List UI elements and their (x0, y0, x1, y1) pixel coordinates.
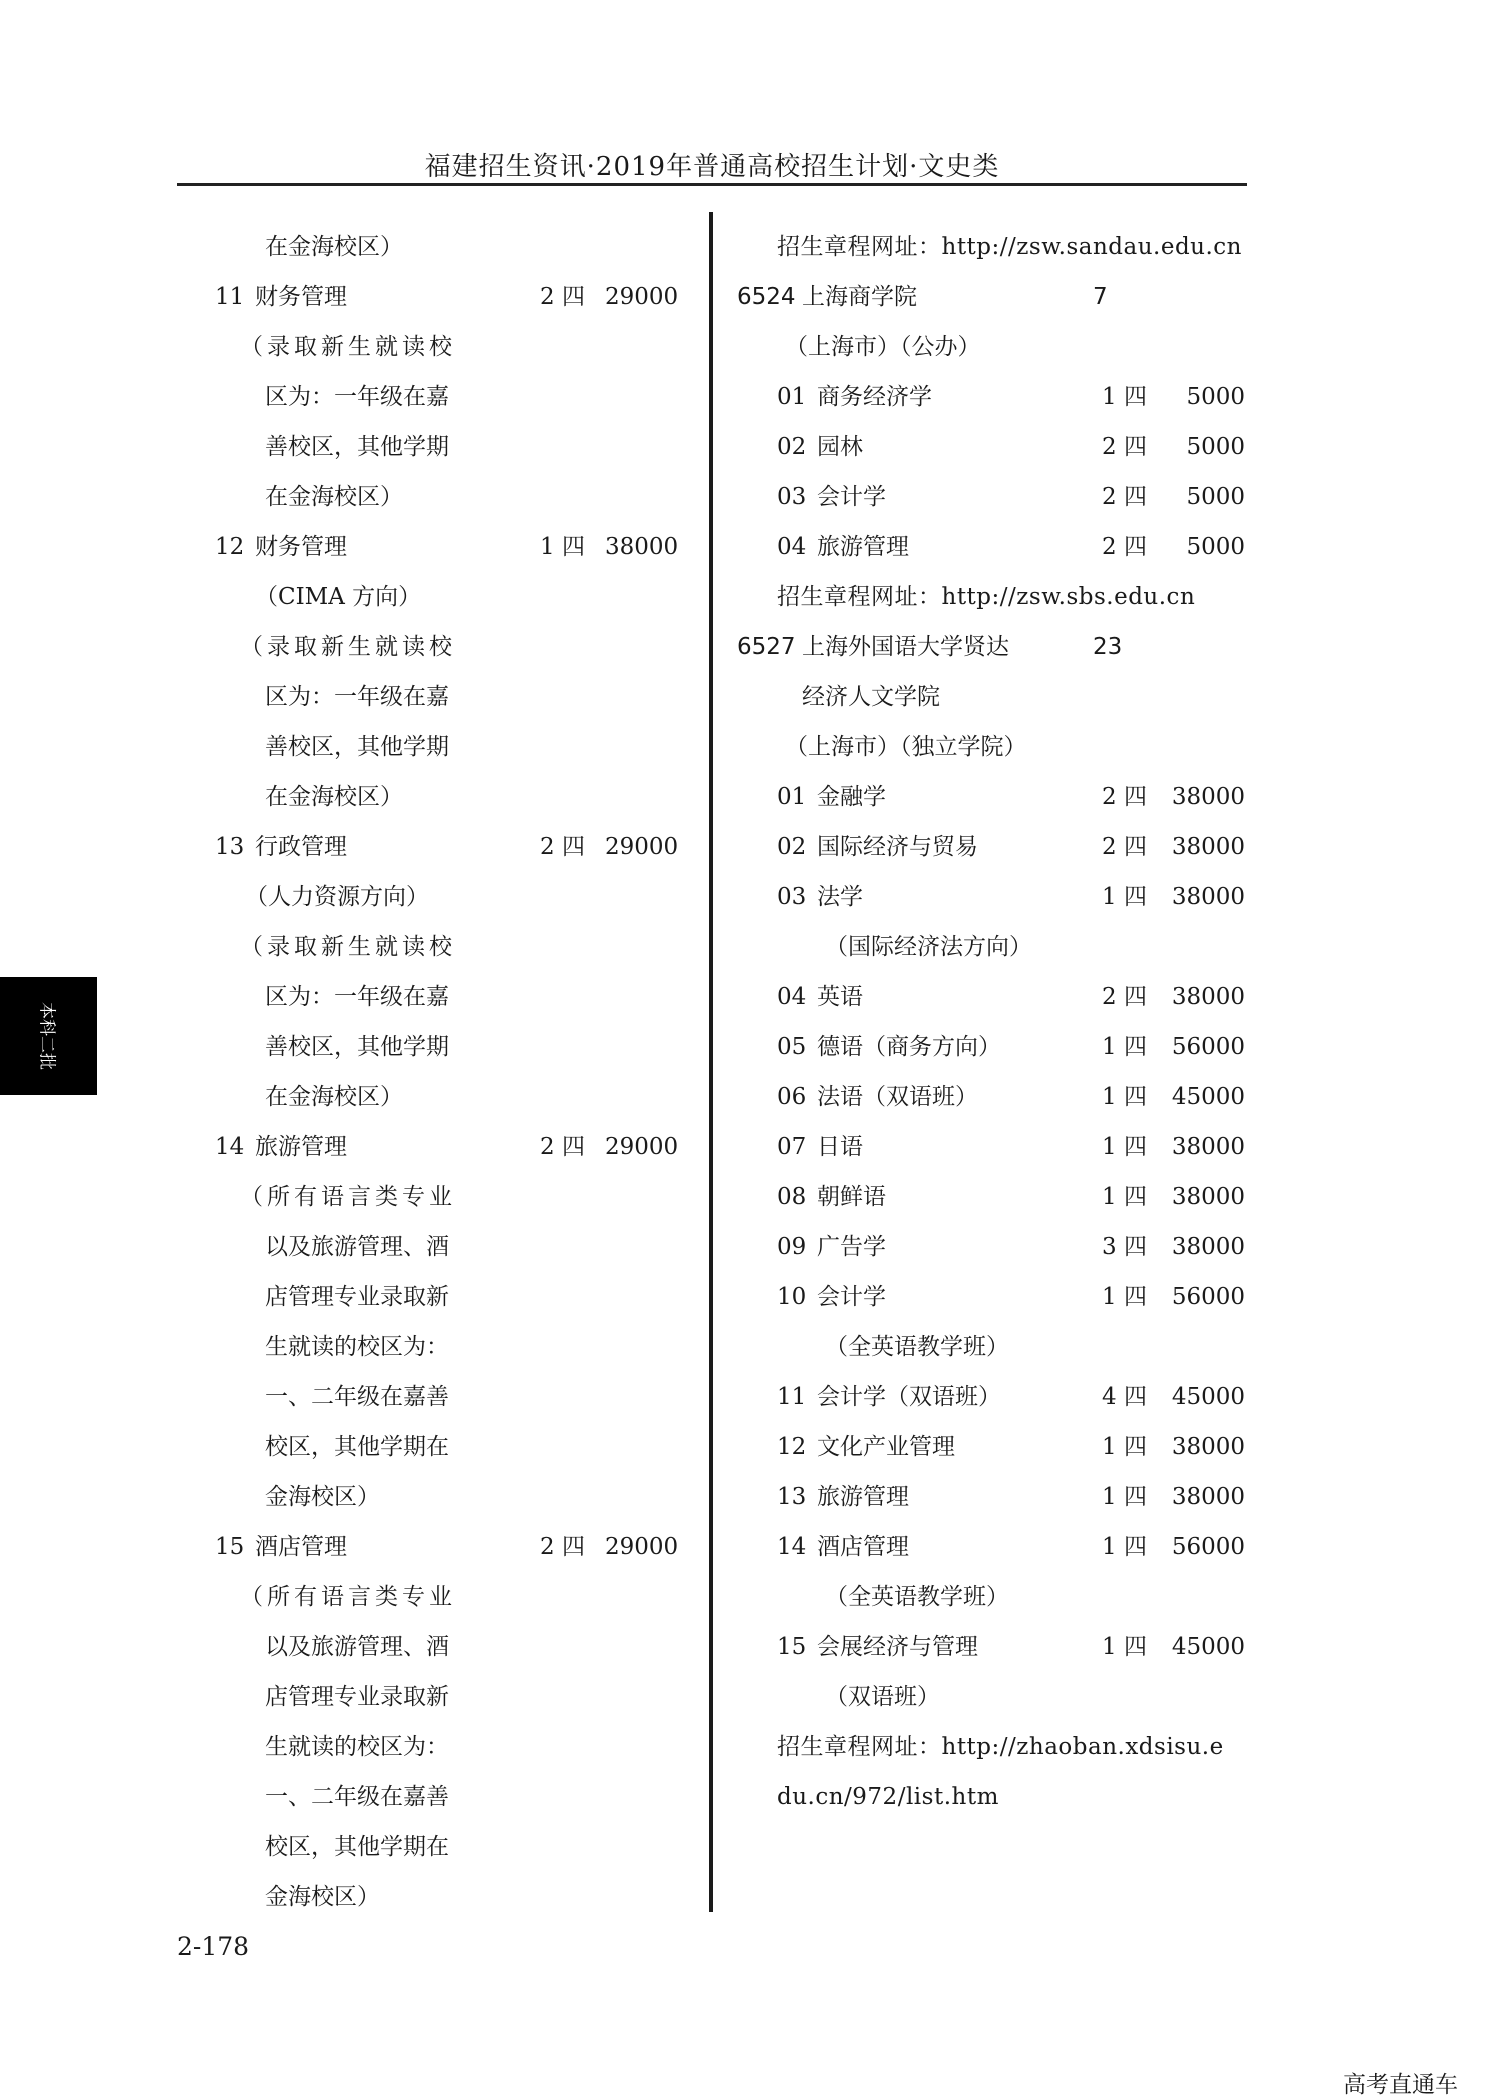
note-line: 区为：一年级在嘉 (265, 684, 449, 710)
major-name: 财务管理 (255, 284, 347, 310)
major-number: 12 (777, 1434, 807, 1460)
major-row (737, 1272, 1257, 1322)
admission-url: 招生章程网址：http://zhaoban.xdsisu.e (777, 1734, 1224, 1760)
tuition-fee: 5000 (1186, 434, 1245, 460)
major-number: 11 (777, 1384, 807, 1410)
note-line: 区为：一年级在嘉 (265, 984, 449, 1010)
tuition-fee: 38000 (1171, 1184, 1245, 1210)
note-line: 生就读的校区为： (265, 1734, 449, 1760)
quota-and-duration: 1 四 (1102, 1184, 1147, 1210)
quota-and-duration: 2 四 (1102, 984, 1147, 1010)
major-number: 06 (777, 1084, 807, 1110)
major-name: 财务管理 (255, 534, 347, 560)
tuition-fee: 38000 (1171, 1434, 1245, 1460)
major-number: 02 (777, 434, 807, 460)
note-line: （人力资源方向） (245, 884, 429, 910)
tuition-fee: 38000 (1171, 784, 1245, 810)
note-line: 在金海校区） (265, 484, 403, 510)
major-number: 07 (777, 1134, 807, 1160)
tuition-fee: 56000 (1171, 1284, 1245, 1310)
note-line: （所有语言类专业 (240, 1584, 456, 1610)
major-number: 03 (777, 484, 807, 510)
quota-and-duration: 2 四 (1102, 784, 1147, 810)
quota-and-duration: 4 四 (1102, 1384, 1147, 1410)
major-name: 会计学（双语班） (817, 1384, 1001, 1410)
major-number: 01 (777, 784, 807, 810)
note-line: 以及旅游管理、酒 (265, 1234, 449, 1260)
note-line: 善校区，其他学期 (265, 434, 449, 460)
quota-and-duration: 1 四 (1102, 1284, 1147, 1310)
watermark: 高考直通车 (1343, 2072, 1458, 2098)
school-location: （上海市）（独立学院） (785, 734, 1027, 760)
major-name: 旅游管理 (817, 534, 909, 560)
running-header: 福建招生资讯·2019年普通高校招生计划·文史类 (424, 152, 1000, 182)
major-number: 08 (777, 1184, 807, 1210)
major-number: 12 (215, 534, 245, 560)
major-name: 金融学 (817, 784, 886, 810)
major-name: 广告学 (817, 1234, 886, 1260)
major-row (737, 1022, 1257, 1072)
note-line: 以及旅游管理、酒 (265, 1634, 449, 1660)
tuition-fee: 45000 (1171, 1084, 1245, 1110)
major-number: 13 (215, 834, 245, 860)
tuition-fee: 38000 (1171, 1234, 1245, 1260)
major-number: 15 (215, 1534, 245, 1560)
note-line: 在金海校区） (265, 1084, 403, 1110)
side-tab-label: 本科二批 (36, 1002, 56, 1070)
major-name: 文化产业管理 (817, 1434, 955, 1460)
note-line: 在金海校区） (265, 784, 403, 810)
major-name: 德语（商务方向） (817, 1034, 1001, 1060)
tuition-fee: 38000 (1171, 1484, 1245, 1510)
major-row (737, 522, 1257, 572)
major-row (215, 1522, 685, 1572)
note-line: 区为：一年级在嘉 (265, 384, 449, 410)
major-name: 会展经济与管理 (817, 1634, 978, 1660)
admission-url-cont: du.cn/972/list.htm (777, 1784, 999, 1810)
major-row (737, 1372, 1257, 1422)
quota-and-duration: 2 四 (1102, 534, 1147, 560)
note-line: 生就读的校区为： (265, 1334, 449, 1360)
major-name: 国际经济与贸易 (817, 834, 978, 860)
school-quota: 7 (1093, 284, 1108, 310)
major-row (215, 822, 685, 872)
major-name: 英语 (817, 984, 863, 1010)
major-number: 04 (777, 984, 807, 1010)
left-column (215, 222, 685, 1922)
major-row (737, 972, 1257, 1022)
tuition-fee: 45000 (1171, 1634, 1245, 1660)
school-name-cont: 经济人文学院 (802, 684, 940, 710)
major-name: 行政管理 (255, 834, 347, 860)
major-row (215, 1122, 685, 1172)
school-location: （上海市）（公办） (785, 334, 981, 360)
major-name: 会计学 (817, 1284, 886, 1310)
admission-url: 招生章程网址：http://zsw.sbs.edu.cn (777, 584, 1196, 610)
major-name: 旅游管理 (255, 1134, 347, 1160)
admission-url: 招生章程网址：http://zsw.sandau.edu.cn (777, 234, 1242, 260)
major-row (737, 472, 1257, 522)
major-number: 04 (777, 534, 807, 560)
major-name: 商务经济学 (817, 384, 932, 410)
note-line: 一、二年级在嘉善 (265, 1784, 449, 1810)
note-line: 店管理专业录取新 (265, 1684, 449, 1710)
quota-and-duration: 2 四 (1102, 834, 1147, 860)
tuition-fee: 38000 (1171, 1134, 1245, 1160)
major-row (737, 1122, 1257, 1172)
major-row (737, 1072, 1257, 1122)
major-name: 园林 (817, 434, 863, 460)
tuition-fee: 29000 (605, 284, 679, 310)
tuition-fee: 38000 (605, 534, 679, 560)
tuition-fee: 5000 (1186, 384, 1245, 410)
major-number: 11 (215, 284, 245, 310)
quota-and-duration: 2 四 (540, 834, 585, 860)
quota-and-duration: 3 四 (1102, 1234, 1147, 1260)
note-line: 在金海校区） (265, 234, 403, 260)
quota-and-duration: 1 四 (1102, 1434, 1147, 1460)
quota-and-duration: 1 四 (1102, 1034, 1147, 1060)
note-line: （CIMA 方向） (255, 584, 422, 610)
major-row (737, 1222, 1257, 1272)
section-side-tab (0, 977, 97, 1095)
tuition-fee: 38000 (1171, 884, 1245, 910)
quota-and-duration: 1 四 (1102, 384, 1147, 410)
major-row (737, 1522, 1257, 1572)
column-divider (709, 212, 713, 1912)
major-row (215, 522, 685, 572)
major-number: 01 (777, 384, 807, 410)
page-number: 2-178 (177, 1932, 250, 1961)
school-row (737, 622, 1257, 672)
quota-and-duration: 2 四 (1102, 434, 1147, 460)
major-row (737, 872, 1257, 922)
major-number: 09 (777, 1234, 807, 1260)
major-row (737, 772, 1257, 822)
quota-and-duration: 1 四 (1102, 1634, 1147, 1660)
tuition-fee: 56000 (1171, 1534, 1245, 1560)
major-number: 14 (215, 1134, 245, 1160)
major-name: 旅游管理 (817, 1484, 909, 1510)
note-line: （录取新生就读校 (240, 934, 456, 960)
major-name: 酒店管理 (255, 1534, 347, 1560)
note-line: （国际经济法方向） (825, 934, 1032, 960)
note-line: 校区，其他学期在 (265, 1834, 449, 1860)
tuition-fee: 29000 (605, 1134, 679, 1160)
major-row (737, 1172, 1257, 1222)
major-name: 日语 (817, 1134, 863, 1160)
quota-and-duration: 1 四 (1102, 884, 1147, 910)
quota-and-duration: 2 四 (540, 284, 585, 310)
quota-and-duration: 1 四 (1102, 1084, 1147, 1110)
tuition-fee: 5000 (1186, 484, 1245, 510)
header-rule (177, 183, 1247, 186)
major-row (737, 372, 1257, 422)
major-number: 03 (777, 884, 807, 910)
major-row (737, 1472, 1257, 1522)
major-number: 14 (777, 1534, 807, 1560)
note-line: 金海校区） (265, 1884, 380, 1910)
note-line: 善校区，其他学期 (265, 1034, 449, 1060)
major-row (215, 272, 685, 322)
major-number: 05 (777, 1034, 807, 1060)
note-line: 金海校区） (265, 1484, 380, 1510)
school-name: 上海外国语大学贤达 (802, 634, 1009, 660)
note-line: 善校区，其他学期 (265, 734, 449, 760)
quota-and-duration: 1 四 (1102, 1134, 1147, 1160)
note-line: 校区，其他学期在 (265, 1434, 449, 1460)
quota-and-duration: 2 四 (1102, 484, 1147, 510)
tuition-fee: 29000 (605, 834, 679, 860)
right-column (737, 222, 1257, 1822)
note-line: （全英语教学班） (825, 1584, 1009, 1610)
note-line: （双语班） (825, 1684, 940, 1710)
note-line: （录取新生就读校 (240, 334, 456, 360)
major-row (737, 822, 1257, 872)
tuition-fee: 45000 (1171, 1384, 1245, 1410)
major-number: 02 (777, 834, 807, 860)
major-row (737, 422, 1257, 472)
quota-and-duration: 1 四 (1102, 1484, 1147, 1510)
tuition-fee: 5000 (1186, 534, 1245, 560)
quota-and-duration: 1 四 (1102, 1534, 1147, 1560)
note-line: 店管理专业录取新 (265, 1284, 449, 1310)
note-line: （录取新生就读校 (240, 634, 456, 660)
quota-and-duration: 2 四 (540, 1134, 585, 1160)
major-row (737, 1622, 1257, 1672)
school-row (737, 272, 1257, 322)
note-line: （所有语言类专业 (240, 1184, 456, 1210)
major-number: 13 (777, 1484, 807, 1510)
tuition-fee: 29000 (605, 1534, 679, 1560)
major-number: 10 (777, 1284, 807, 1310)
tuition-fee: 38000 (1171, 834, 1245, 860)
major-row (737, 1422, 1257, 1472)
major-name: 法语（双语班） (817, 1084, 978, 1110)
major-number: 15 (777, 1634, 807, 1660)
quota-and-duration: 2 四 (540, 1534, 585, 1560)
major-name: 酒店管理 (817, 1534, 909, 1560)
major-name: 法学 (817, 884, 863, 910)
tuition-fee: 38000 (1171, 984, 1245, 1010)
tuition-fee: 56000 (1171, 1034, 1245, 1060)
school-name: 上海商学院 (802, 284, 917, 310)
quota-and-duration: 1 四 (540, 534, 585, 560)
note-line: 一、二年级在嘉善 (265, 1384, 449, 1410)
major-name: 会计学 (817, 484, 886, 510)
school-code: 6527 (737, 634, 796, 660)
major-name: 朝鲜语 (817, 1184, 886, 1210)
school-quota: 23 (1093, 634, 1123, 660)
note-line: （全英语教学班） (825, 1334, 1009, 1360)
school-code: 6524 (737, 284, 796, 310)
